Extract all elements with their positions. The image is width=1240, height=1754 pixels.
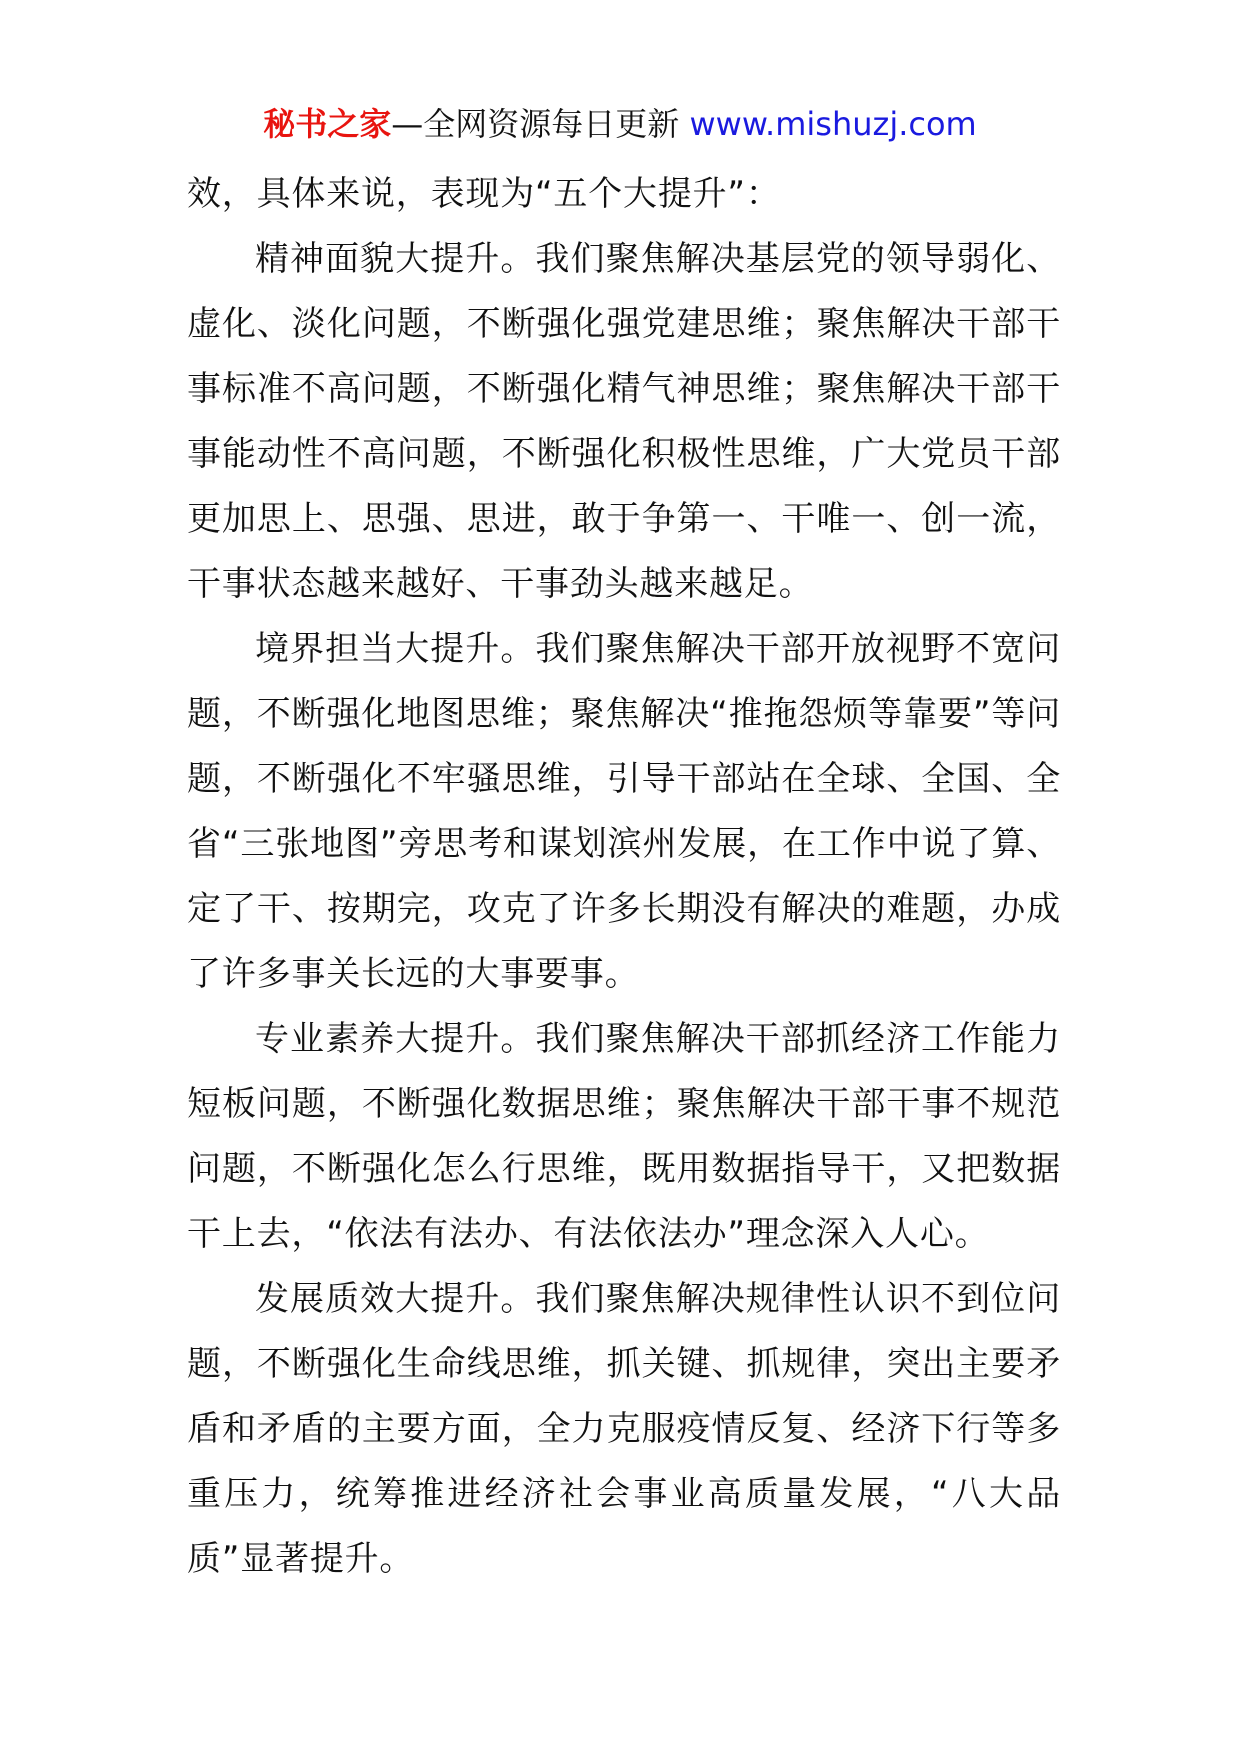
brand-name: 秘书之家 xyxy=(263,105,392,143)
paragraph-development: 发展质效大提升。我们聚焦解决规律性认识不到位问题，不断强化生命线思维，抓关键、抓规律，突出主要矛盾和矛盾的主要方面，全力克服疫情反复、经济下行等多重压力，统筹推进经济社会事业高质量发展，“八大品质”显著提升。 xyxy=(187,1279,1061,1579)
page-header xyxy=(0,100,1240,148)
paragraph-professional: 专业素养大提升。我们聚焦解决干部抓经济工作能力短板问题，不断强化数据思维；聚焦解决干部干事不规范问题，不断强化怎么行思维，既用数据指导干，又把数据干上去，“依法有法办、有法依法办”理念深入人心。 xyxy=(187,1019,1061,1254)
paragraph-responsibility: 境界担当大提升。我们聚焦解决干部开放视野不宽问题，不断强化地图思维；聚焦解决“推拖怨烦等靠要”等问题，不断强化不牢骚思维，引导干部站在全球、全国、全省“三张地图”旁思考和谋划滨州发展，在工作中说了算、定了干、按期完，攻克了许多长期没有解决的难题，办成了许多事关长远的大事要事。 xyxy=(187,629,1061,994)
paragraph-spirit: 精神面貌大提升。我们聚焦解决基层党的领导弱化、虚化、淡化问题，不断强化强党建思维；聚焦解决干部干事标准不高问题，不断强化精气神思维；聚焦解决干部干事能动性不高问题，不断强化积极性思维，广大党员干部更加思上、思强、思进，敢于争第一、干唯一、创一流，干事状态越来越好、干事劲头越来越足。 xyxy=(187,239,1061,604)
paragraph-continuation: 效，具体来说，表现为“五个大提升”： xyxy=(187,174,781,214)
document-body xyxy=(187,162,1061,1592)
site-url[interactable]: www.mishuzj.com xyxy=(689,105,977,143)
header-tagline: —全网资源每日更新 xyxy=(391,105,680,143)
